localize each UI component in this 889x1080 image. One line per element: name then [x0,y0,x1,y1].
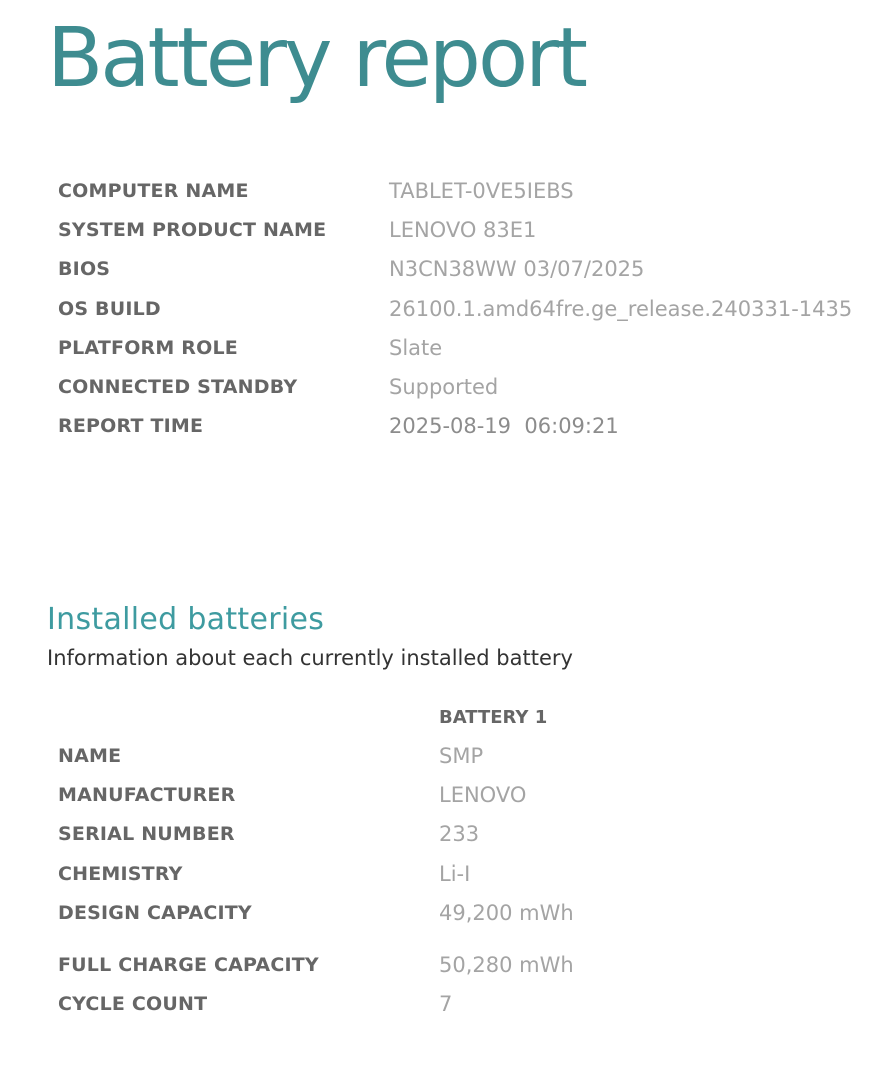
table-row [58,171,852,210]
battery-name-value: SMP [439,743,484,768]
design-capacity-value: 49,200 mWh [439,900,574,925]
computer-name-value: TABLET-0VE5IEBS [389,178,574,203]
full-charge-capacity-label: FULL CHARGE CAPACITY [58,953,319,976]
os-build-value: 26100.1.amd64fre.ge_release.240331-1435 [389,296,853,321]
battery-name-label: NAME [58,744,122,767]
manufacturer-label: MANUFACTURER [58,783,236,806]
platform-role-label: PLATFORM ROLE [58,336,238,359]
system-product-name-value: LENOVO 83E1 [389,217,537,242]
platform-role-value: Slate [389,335,443,360]
system-info-table [58,171,852,446]
report-time-label: REPORT TIME [58,415,204,438]
chemistry-value: Li-I [439,861,471,886]
report-time-value: 2025-08-19 06:09:21 [389,414,619,439]
serial-number-value: 233 [439,822,480,847]
table-row [58,407,852,446]
design-capacity-label: DESIGN CAPACITY [58,901,252,924]
connected-standby-label: CONNECTED STANDBY [58,376,298,399]
manufacturer-value: LENOVO [439,782,527,807]
table-row [58,736,574,775]
table-row [58,932,574,984]
table-row [58,328,852,367]
cycle-count-label: CYCLE COUNT [58,993,208,1016]
cycle-count-value: 7 [439,992,453,1017]
table-row [58,289,852,328]
battery-1-column-header: BATTERY 1 [439,707,548,728]
table-row [58,250,852,289]
table-row [58,854,574,893]
chemistry-label: CHEMISTRY [58,862,183,885]
full-charge-capacity-value: 50,280 mWh [439,952,574,977]
table-row [58,210,852,249]
serial-number-label: SERIAL NUMBER [58,823,235,846]
page-title: Battery report [47,11,586,106]
installed-batteries-table [58,736,574,1024]
table-row [58,893,574,932]
table-row [58,775,574,814]
installed-batteries-subtitle: Information about each currently installed battery [47,646,573,670]
table-row [58,984,574,1023]
table-row [58,815,574,854]
bios-value: N3CN38WW 03/07/2025 [389,257,645,282]
connected-standby-value: Supported [389,375,499,400]
bios-label: BIOS [58,258,111,281]
table-row [58,367,852,406]
os-build-label: OS BUILD [58,297,161,320]
computer-name-label: COMPUTER NAME [58,179,249,202]
system-product-name-label: SYSTEM PRODUCT NAME [58,218,327,241]
installed-batteries-title: Installed batteries [47,602,325,637]
